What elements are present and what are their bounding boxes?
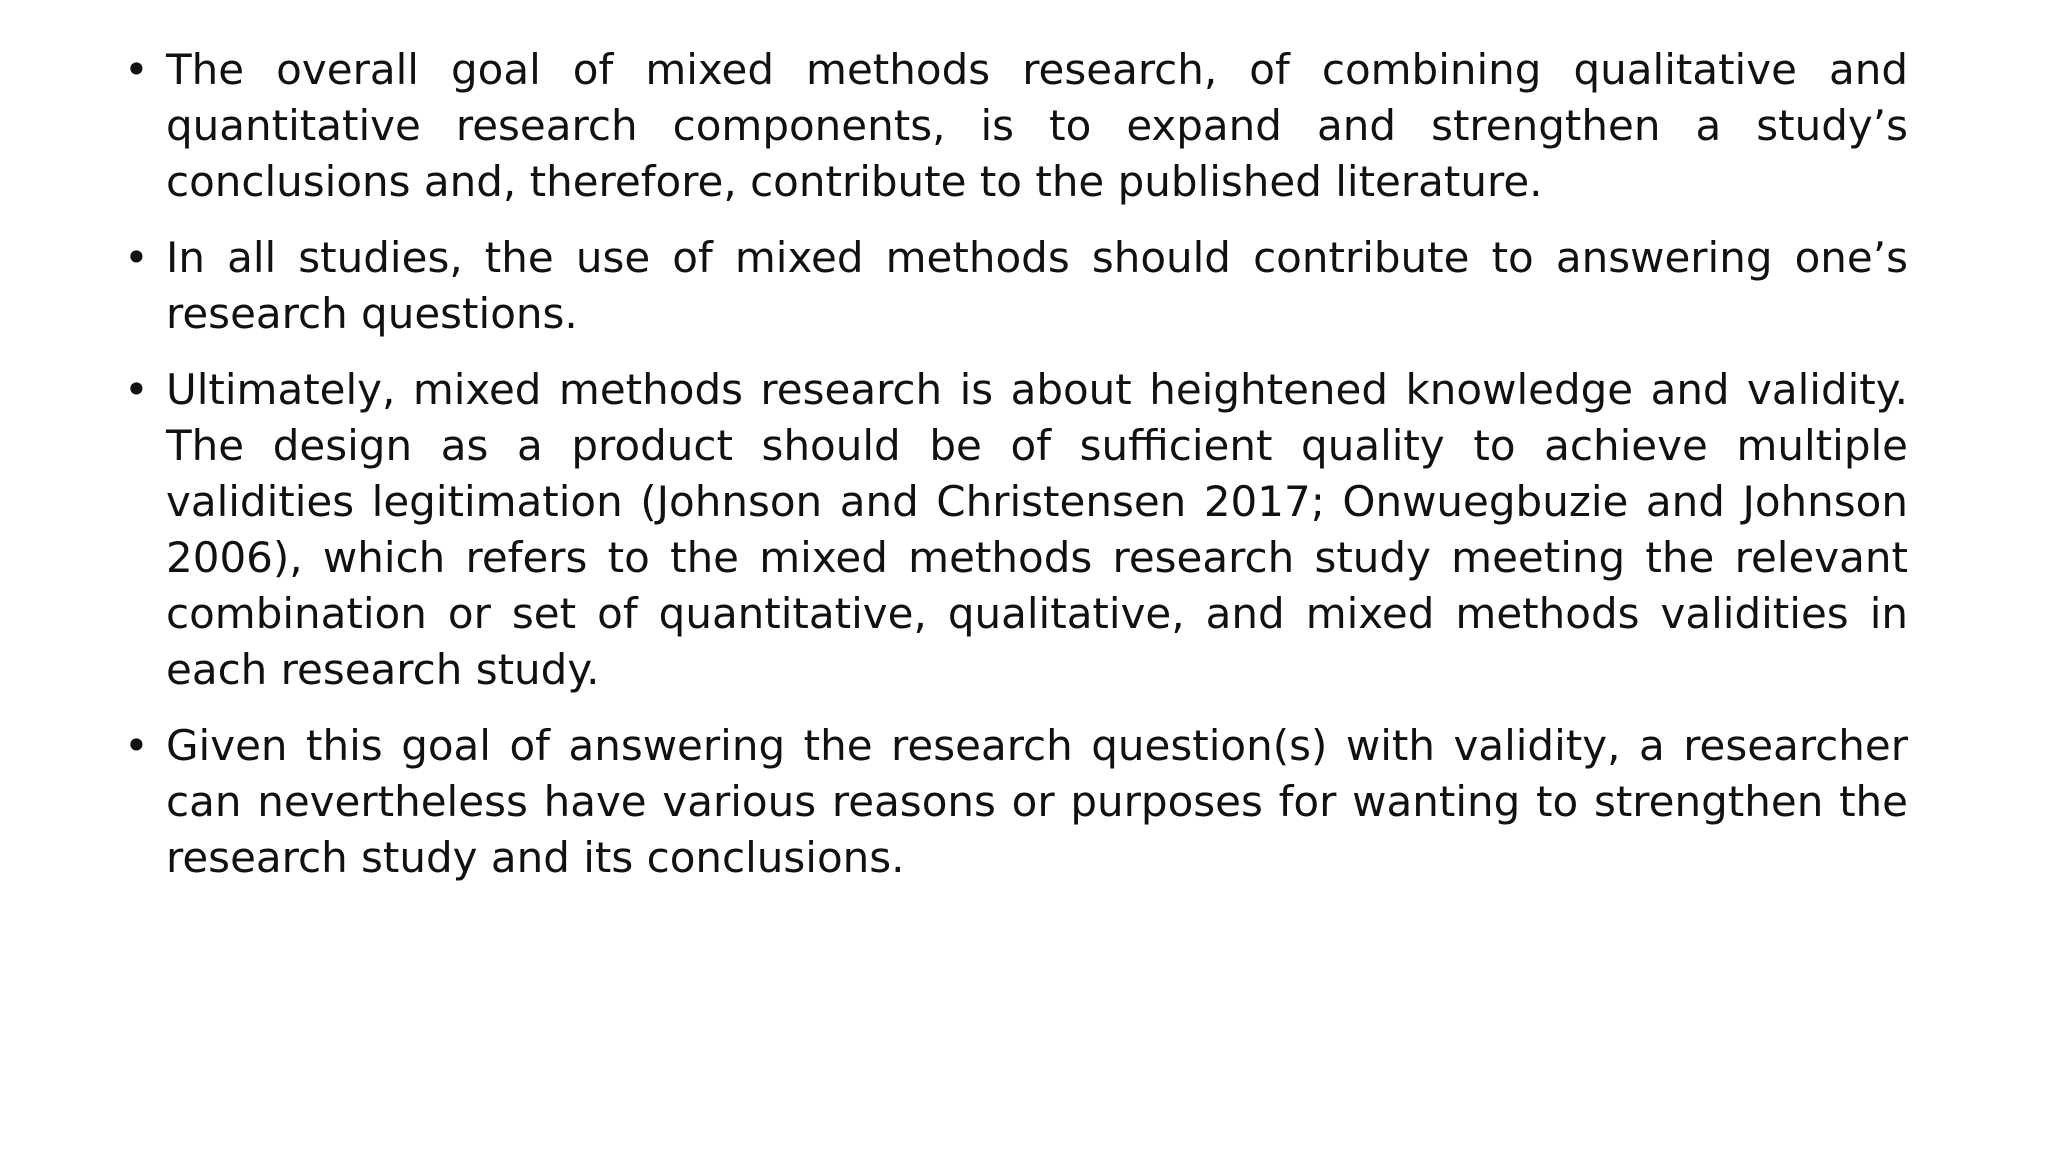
bullet-marker: • xyxy=(124,365,149,414)
bullet-item-3 xyxy=(124,362,1908,698)
bullet-text: Ultimately, mixed methods research is about heightened knowledge and validity. The design as a product should be of sufficient quality to achieve multiple validities legitimation (Johnson and Christensen 2017; Onwuegbuzie and Johnson 2006), which refers to the mixed methods research study meeting the relevant combination or set of quantitative, qualitative, and mixed methods validities in each research study. xyxy=(166,365,1908,694)
bullet-item-2 xyxy=(124,230,1908,342)
bullet-marker: • xyxy=(124,45,149,94)
bullet-text: In all studies, the use of mixed methods should contribute to answering one’s research questions. xyxy=(166,233,1908,338)
bullet-item-1 xyxy=(124,42,1908,210)
bullet-text: Given this goal of answering the research question(s) with validity, a researcher can nevertheless have various reasons or purposes for wanting to strengthen the research study and its conclusions. xyxy=(166,721,1908,882)
bullet-list xyxy=(124,42,1908,906)
bullet-marker: • xyxy=(124,721,149,770)
bullet-text: The overall goal of mixed methods research, of combining qualitative and quantitative research components, is to expand and strengthen a study’s conclusions and, therefore, contribute to the published literature. xyxy=(166,45,1908,206)
bullet-marker: • xyxy=(124,233,149,282)
bullet-item-4 xyxy=(124,718,1908,886)
